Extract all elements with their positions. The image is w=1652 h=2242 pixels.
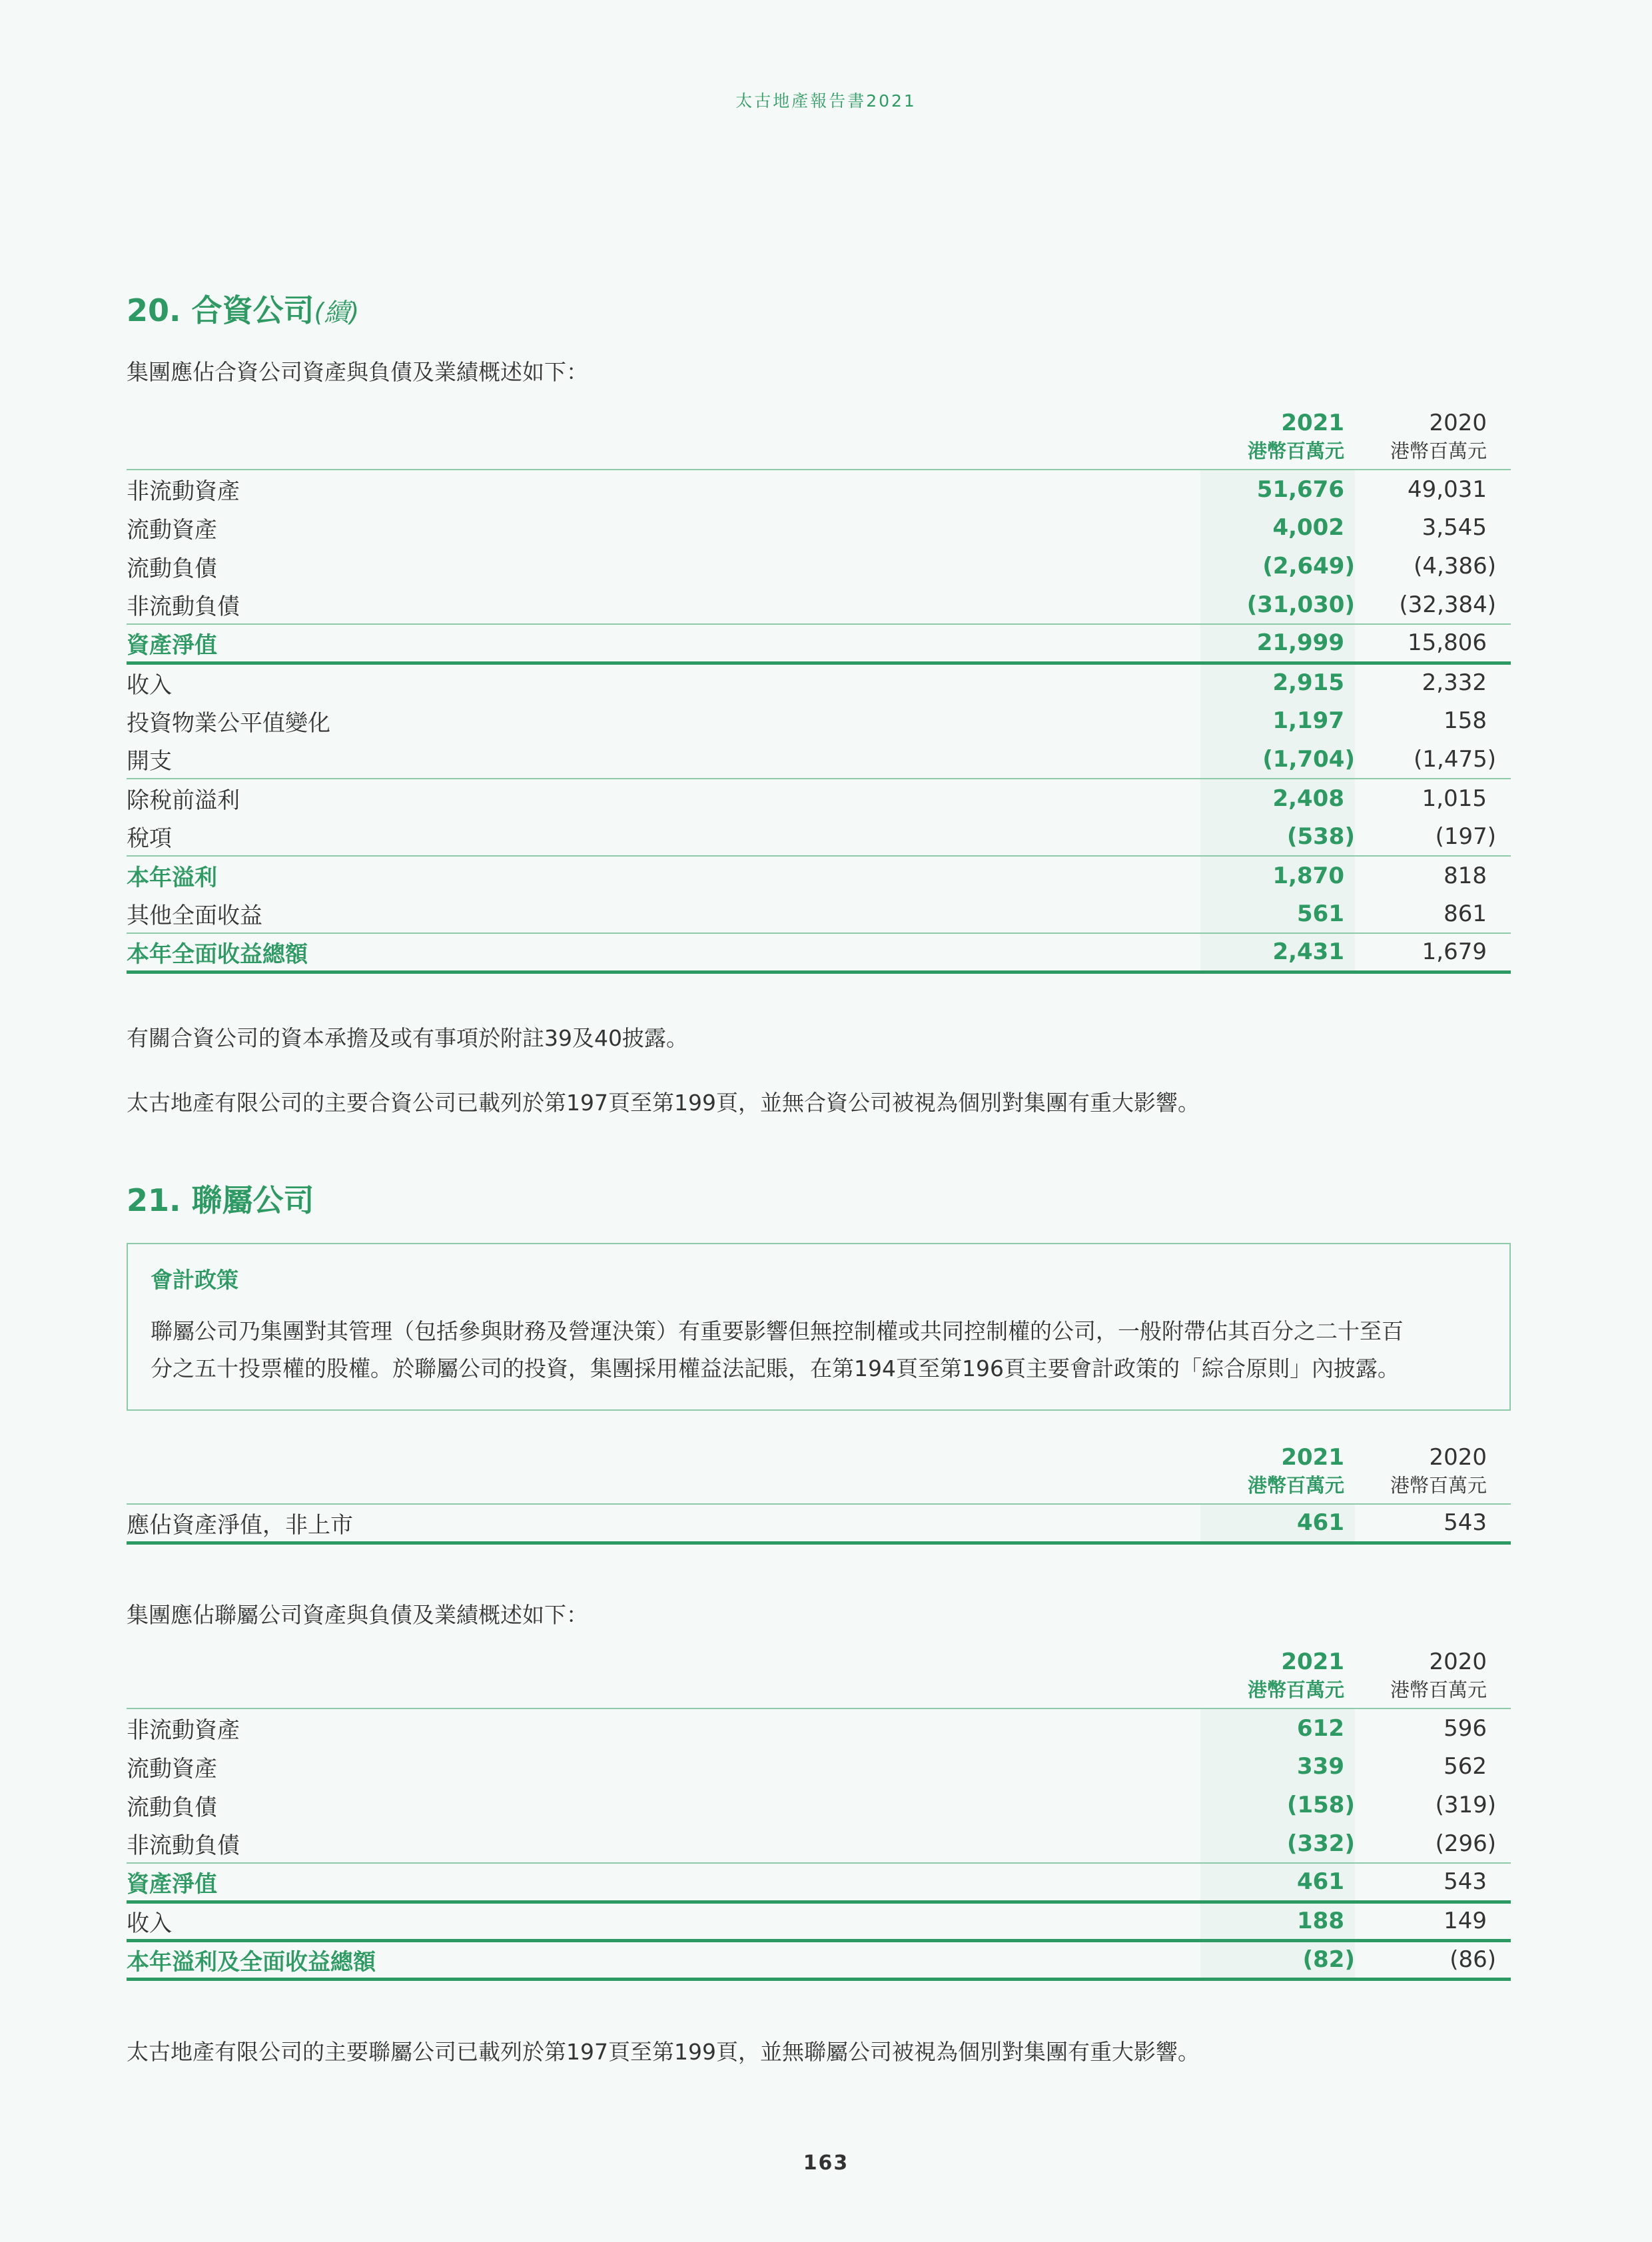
row-value-2021: (1,704) (1200, 740, 1355, 779)
row-label: 本年全面收益總額 (127, 933, 1200, 972)
table-row (127, 1902, 1511, 1940)
row-value-2021: 2,915 (1200, 663, 1355, 701)
row-label: 其他全面收益 (127, 903, 262, 929)
row-value-2021: 461 (1200, 1504, 1355, 1543)
col-2021-year: 2021 (1281, 1444, 1344, 1471)
table-row (127, 585, 1511, 624)
col-2020-unit: 港幣百萬元 (1390, 1679, 1487, 1701)
table-row (127, 779, 1511, 817)
row-value-2020: 149 (1355, 1902, 1511, 1940)
row-value-2020: 861 (1444, 900, 1487, 927)
table-row (127, 547, 1511, 585)
section-20-note-1: 有關合資公司的資本承擔及或有事項於附註39及40披露。 (127, 1025, 688, 1051)
associate-share-table (127, 1442, 1511, 1545)
row-label: 流動資產 (127, 516, 217, 544)
section-20-title (127, 286, 359, 330)
row-label: 投資物業公平值變化 (127, 709, 330, 737)
row-value-2020: 158 (1444, 707, 1487, 734)
row-value-2020: (32,384) (1399, 591, 1496, 618)
col-2020-year: 2020 (1429, 1444, 1487, 1471)
row-value-2021: (538) (1200, 817, 1355, 856)
col-2021-unit: 港幣百萬元 (1247, 1474, 1344, 1497)
row-value-2021: (82) (1200, 1940, 1355, 1979)
joint-venture-table (127, 408, 1511, 974)
row-label: 流動負債 (127, 555, 217, 582)
table-header-row (127, 1647, 1511, 1708)
table-row (127, 508, 1511, 547)
row-value-2020: (4,386) (1414, 553, 1496, 579)
table-row-total (127, 1940, 1511, 1979)
col-2020-year: 2020 (1429, 1649, 1487, 1675)
row-value-2021: 339 (1200, 1747, 1355, 1786)
section-20-continued: (續) (314, 298, 360, 327)
row-value-2020: 2,332 (1422, 669, 1487, 697)
table-header-row (127, 408, 1511, 470)
row-value-2020: 818 (1355, 856, 1511, 895)
policy-line-1: 聯屬公司乃集團對其管理（包括參與財務及營運決策）有重要影響但無控制權或共同控制權的公司，一般附帶佔其百分之二十至百 (151, 1318, 1404, 1344)
row-label: 除稅前溢利 (127, 779, 1200, 817)
col-2021-year: 2021 (1281, 1649, 1344, 1675)
policy-title: 會計政策 (151, 1267, 238, 1293)
row-value-2020: (319) (1435, 1792, 1496, 1818)
row-value-2020: (296) (1435, 1830, 1496, 1857)
col-2020-unit: 港幣百萬元 (1390, 1474, 1487, 1497)
col-2021-unit: 港幣百萬元 (1247, 1679, 1344, 1701)
row-value-2021: 561 (1200, 895, 1355, 933)
section-21-title (127, 1176, 314, 1220)
row-value-2021: (332) (1200, 1824, 1355, 1863)
associate-summary-table (127, 1647, 1511, 1981)
row-label: 收入 (127, 671, 172, 699)
section-21-title-text: 聯屬公司 (191, 1182, 314, 1218)
row-value-2021: 2,431 (1200, 933, 1355, 972)
row-label: 稅項 (127, 825, 172, 852)
table-row (127, 1504, 1511, 1543)
table-row (127, 1708, 1511, 1747)
row-label: 非流動資產 (127, 478, 240, 505)
row-value-2021: (2,649) (1200, 547, 1355, 585)
table-row (127, 470, 1511, 508)
row-value-2020: 1,015 (1355, 779, 1511, 817)
row-label: 非流動負債 (127, 593, 240, 620)
row-value-2021: 188 (1200, 1902, 1355, 1940)
row-value-2021: 2,408 (1200, 779, 1355, 817)
table-row (127, 895, 1511, 933)
table-row (127, 740, 1511, 779)
row-value-2020: 1,679 (1355, 933, 1511, 972)
row-label: 本年溢利 (127, 856, 1200, 895)
row-value-2020: 49,031 (1408, 476, 1487, 503)
section-20-number: 20. (127, 292, 181, 328)
row-value-2020: (86) (1355, 1940, 1511, 1979)
table-header-row (127, 1442, 1511, 1504)
section-20-title-text: 合資公司 (191, 292, 314, 328)
col-2021-unit: 港幣百萬元 (1247, 440, 1344, 462)
policy-line-2: 分之五十投票權的股權。於聯屬公司的投資，集團採用權益法記賬，在第194頁至第196頁主要會計政策的「綜合原則」內披露。 (151, 1355, 1400, 1381)
row-value-2020: 543 (1355, 1504, 1511, 1543)
col-2021-year: 2021 (1281, 410, 1344, 436)
col-2020-year: 2020 (1429, 410, 1487, 436)
row-label: 開支 (127, 748, 172, 775)
row-label: 非流動負債 (127, 1832, 240, 1859)
table-row (127, 817, 1511, 856)
row-value-2020: 596 (1444, 1714, 1487, 1742)
section-20-intro: 集團應佔合資公司資產與負債及業績概述如下： (127, 359, 588, 385)
section-21-note: 太古地產有限公司的主要聯屬公司已載列於第197頁至第199頁，並無聯屬公司被視為個別對集團有重大影響。 (127, 2039, 1200, 2065)
section-21-number: 21. (127, 1182, 181, 1218)
row-label: 資產淨值 (127, 1863, 1200, 1902)
row-label: 流動負債 (127, 1794, 217, 1821)
table-row-subtotal (127, 1863, 1511, 1902)
row-value-2021: (31,030) (1200, 585, 1355, 624)
accounting-policy-box (127, 1243, 1511, 1411)
row-value-2021: 612 (1200, 1708, 1355, 1747)
table-row (127, 663, 1511, 701)
row-value-2021: 51,676 (1200, 470, 1355, 508)
row-value-2021: 4,002 (1200, 508, 1355, 547)
table-row (127, 1747, 1511, 1786)
page-number: 163 (803, 2151, 849, 2175)
row-label: 應佔資產淨值，非上市 (127, 1504, 1200, 1543)
row-value-2020: 562 (1444, 1753, 1487, 1780)
row-value-2020: (197) (1435, 823, 1496, 850)
row-value-2021: 21,999 (1200, 624, 1355, 663)
row-label: 非流動資產 (127, 1717, 240, 1744)
table-row (127, 701, 1511, 740)
row-value-2021: (158) (1200, 1786, 1355, 1824)
row-label: 資產淨值 (127, 624, 1200, 663)
table-row (127, 1786, 1511, 1824)
row-value-2021: 1,197 (1200, 701, 1355, 740)
row-label: 本年溢利及全面收益總額 (127, 1940, 1200, 1979)
row-value-2021: 461 (1200, 1863, 1355, 1902)
table-row (127, 1824, 1511, 1863)
table-row-subtotal (127, 856, 1511, 895)
section-21-intro: 集團應佔聯屬公司資產與負債及業績概述如下： (127, 1602, 588, 1628)
row-value-2020: 15,806 (1355, 624, 1511, 663)
row-value-2020: 3,545 (1422, 514, 1487, 541)
table-row-subtotal (127, 624, 1511, 663)
row-value-2020: (1,475) (1414, 745, 1496, 773)
running-header: 太古地產報告書2021 (735, 91, 917, 111)
row-label: 收入 (127, 1902, 1200, 1940)
row-label: 流動資產 (127, 1755, 217, 1782)
row-value-2021: 1,870 (1200, 856, 1355, 895)
section-20-note-2: 太古地產有限公司的主要合資公司已載列於第197頁至第199頁，並無合資公司被視為個別對集團有重大影響。 (127, 1090, 1200, 1116)
row-value-2020: 543 (1355, 1863, 1511, 1902)
table-row-total (127, 933, 1511, 972)
col-2020-unit: 港幣百萬元 (1390, 440, 1487, 462)
